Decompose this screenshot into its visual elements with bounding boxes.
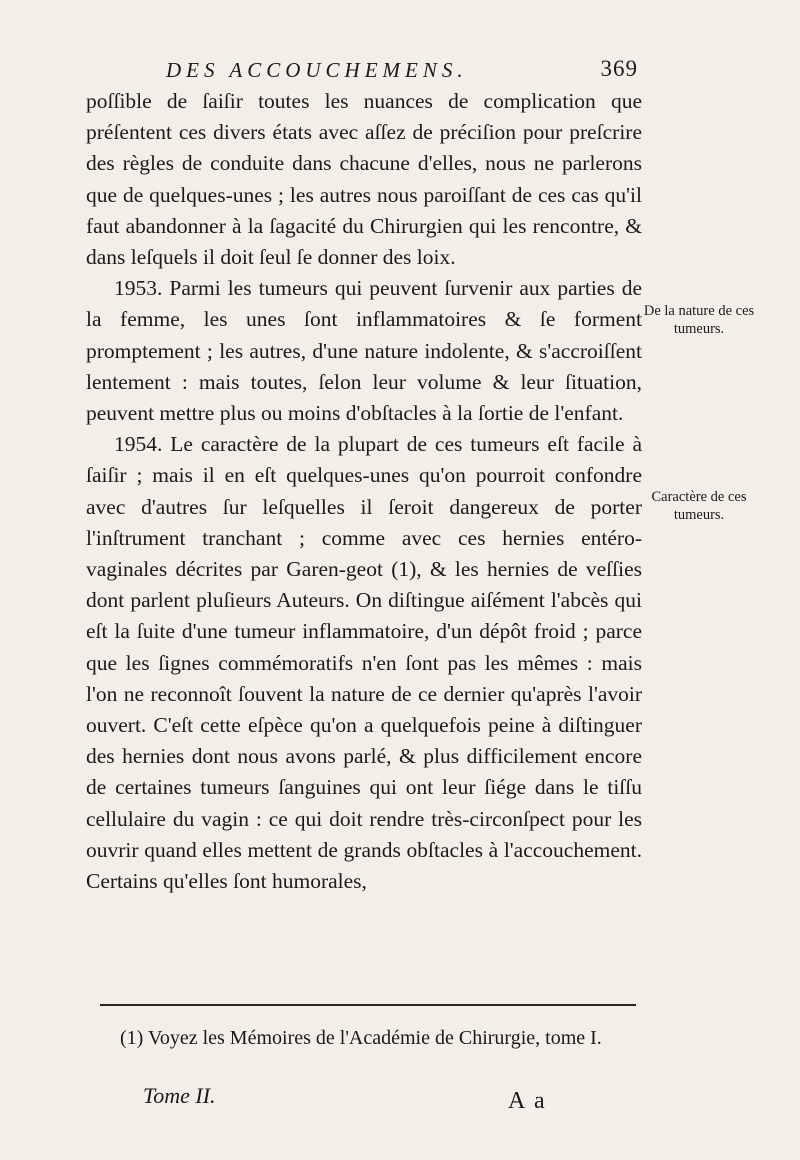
footnote-divider <box>100 1004 636 1006</box>
paragraph-1954: 1954. Le caractère de la plupart de ces tumeurs eſt facile à ſaiſir ; mais il en eſt quelques-unes qu'on pourroit confondre avec d'autres ſur leſquelles il ſeroit dangereux de porter l'inſtrument tranchant ; comme avec ces hernies entéro-vaginales décrites par Garen-geot (1), & les hernies de veſſies dont parlent pluſieurs Auteurs. On diſtingue aiſément l'abcès qui eſt la ſuite d'une tumeur inflammatoire, d'un dépôt froid ; parce que les ſignes commémoratifs n'en ſont pas les mêmes : mais l'on ne reconnoît ſouvent la nature de ce dernier qu'après l'avoir ouvert. C'eſt cette eſpèce qu'on a quelquefois peine à diſtinguer des hernies dont nous avons parlé, & plus difficilement encore de certaines tumeurs ſanguines qui ont leur ſiége dans le tiſſu cellulaire du vagin : ce qui doit rendre très-circonſpect pour les ouvrir quand elles mettent de grands obſtacles à l'accouchement. Certains qu'elles ſont humorales, <box>86 432 642 894</box>
main-text <box>86 86 642 897</box>
margin-note-nature: De la nature de ces tumeurs. <box>643 303 755 337</box>
running-header <box>118 52 638 86</box>
paragraph-continuation: poſſible de ſaiſir toutes les nuances de complication que préſentent ces divers états avec aſſez de préciſion pour preſcrire des règles de conduite dans chacune d'elles, nous ne parlerons que de quelques-unes ; les autres nous paroiſſant de ces cas qu'il faut abandonner à la ſagacité du Chirurgien qui les rencontre, & dans leſquels il doit ſeul ſe donner des loix. <box>86 89 642 270</box>
page-number: 369 <box>600 56 638 81</box>
footnote <box>98 1024 643 1053</box>
running-title: DES ACCOUCHEMENS. <box>166 58 468 82</box>
signature-mark: A a <box>508 1088 547 1114</box>
volume-label: Tome II. <box>143 1083 216 1108</box>
margin-note-caractere: Caractère de ces tumeurs. <box>651 489 747 523</box>
paragraph-1953: 1953. Parmi les tumeurs qui peuvent ſurvenir aux parties de la femme, les unes ſont inflammatoires & ſe forment promptement ; les autres, d'une nature indolente, & s'accroiſſent lentement : mais toutes, ſelon leur volume & leur ſituation, peuvent mettre plus ou moins d'obſtacles à la ſortie de l'enfant. <box>86 276 642 426</box>
footnote-text: (1) Voyez les Mémoires de l'Académie de Chirurgie, tome I. <box>120 1027 602 1049</box>
